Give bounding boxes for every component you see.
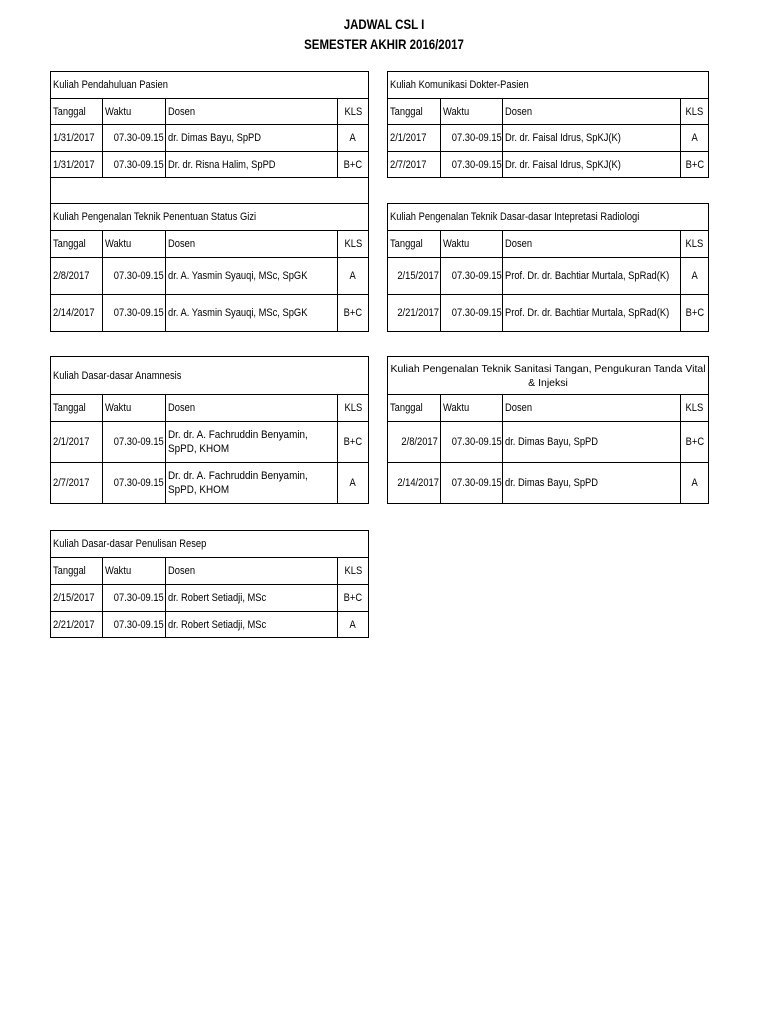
column-header-tanggal: Tanggal: [388, 99, 441, 125]
column-header-kls: KLS: [338, 99, 369, 125]
cell-dosen: dr. A. Yasmin Syauqi, MSc, SpGK: [166, 295, 338, 332]
cell-waktu: 07.30-09.15: [103, 612, 166, 638]
table-row: [51, 152, 369, 178]
column-header-kls: KLS: [681, 231, 709, 258]
cell-waktu: 07.30-09.15: [441, 422, 503, 463]
cell-tanggal: 2/14/2017: [51, 295, 103, 332]
cell-tanggal: 2/14/2017: [388, 463, 441, 504]
column-header-kls: KLS: [338, 558, 369, 585]
column-header-dosen: Dosen: [503, 99, 681, 125]
table-heading: Kuliah Komunikasi Dokter-Pasien: [388, 72, 709, 99]
column-header-tanggal: Tanggal: [388, 231, 441, 258]
cell-kls: A: [338, 258, 369, 295]
table-spacer: [50, 178, 369, 203]
column-header-tanggal: Tanggal: [388, 395, 441, 422]
table-header-row: [51, 231, 369, 258]
table-header-row: [388, 99, 709, 125]
cell-tanggal: 2/21/2017: [51, 612, 103, 638]
cell-kls: A: [681, 463, 709, 504]
column-header-waktu: Waktu: [103, 99, 166, 125]
cell-dosen: dr. Robert Setiadji, MSc: [166, 585, 338, 612]
cell-waktu: 07.30-09.15: [103, 422, 166, 463]
column-header-dosen: Dosen: [503, 395, 681, 422]
table-row: [388, 125, 709, 152]
table-row: [51, 258, 369, 295]
page-subtitle: SEMESTER AKHIR 2016/2017: [304, 36, 464, 52]
cell-tanggal: 2/8/2017: [51, 258, 103, 295]
cell-waktu: 07.30-09.15: [441, 463, 503, 504]
cell-tanggal: 2/7/2017: [51, 463, 103, 504]
column-header-tanggal: Tanggal: [51, 558, 103, 585]
column-header-dosen: Dosen: [503, 231, 681, 258]
column-header-tanggal: Tanggal: [51, 395, 103, 422]
cell-dosen: dr. A. Yasmin Syauqi, MSc, SpGK: [166, 258, 338, 295]
column-header-waktu: Waktu: [441, 395, 503, 422]
cell-waktu: 07.30-09.15: [441, 152, 503, 178]
column-header-dosen: Dosen: [166, 231, 338, 258]
schedule-table-anamnesis: [50, 356, 369, 504]
cell-tanggal: 2/1/2017: [51, 422, 103, 463]
table-header-row: [51, 558, 369, 585]
cell-dosen: Dr. dr. Faisal Idrus, SpKJ(K): [503, 125, 681, 152]
cell-dosen: dr. Dimas Bayu, SpPD: [166, 125, 338, 152]
column-header-waktu: Waktu: [103, 558, 166, 585]
cell-dosen: Dr. dr. A. Fachruddin Benyamin, SpPD, KHOM: [166, 422, 338, 463]
table-row: [51, 585, 369, 612]
cell-tanggal: 2/8/2017: [388, 422, 441, 463]
cell-waktu: 07.30-09.15: [103, 125, 166, 152]
cell-dosen: dr. Dimas Bayu, SpPD: [503, 463, 681, 504]
cell-tanggal: 2/1/2017: [388, 125, 441, 152]
cell-waktu: 07.30-09.15: [103, 152, 166, 178]
cell-kls: B+C: [338, 295, 369, 332]
cell-waktu: 07.30-09.15: [103, 463, 166, 504]
column-header-dosen: Dosen: [166, 395, 338, 422]
table-heading: Kuliah Dasar-dasar Penulisan Resep: [51, 531, 369, 558]
schedule-table-status-gizi: [50, 203, 369, 332]
table-heading: Kuliah Pendahuluan Pasien: [51, 72, 369, 99]
table-row: [388, 463, 709, 504]
column-header-dosen: Dosen: [166, 558, 338, 585]
cell-kls: A: [338, 125, 369, 152]
page-title: JADWAL CSL I: [343, 16, 425, 32]
cell-waktu: 07.30-09.15: [441, 258, 503, 295]
table-heading: Kuliah Pengenalan Teknik Dasar-dasar Intepretasi Radiologi: [388, 204, 709, 231]
column-header-dosen: Dosen: [166, 99, 338, 125]
schedule-table-penulisan-resep: [50, 530, 369, 638]
column-header-waktu: Waktu: [103, 231, 166, 258]
cell-tanggal: 2/21/2017: [388, 295, 441, 332]
cell-dosen: Dr. dr. A. Fachruddin Benyamin, SpPD, KHOM: [166, 463, 338, 504]
table-header-row: [388, 231, 709, 258]
cell-tanggal: 2/15/2017: [388, 258, 441, 295]
table-header-row: [388, 395, 709, 422]
column-header-kls: KLS: [681, 99, 709, 125]
cell-dosen: dr. Dimas Bayu, SpPD: [503, 422, 681, 463]
cell-kls: B+C: [338, 422, 369, 463]
column-header-kls: KLS: [681, 395, 709, 422]
table-header-row: [51, 99, 369, 125]
column-header-waktu: Waktu: [441, 99, 503, 125]
column-header-kls: KLS: [338, 231, 369, 258]
table-row: [51, 463, 369, 504]
table-row: [51, 125, 369, 152]
cell-tanggal: 2/15/2017: [51, 585, 103, 612]
schedule-table-pendahuluan-pasien: [50, 71, 369, 178]
column-header-tanggal: Tanggal: [51, 231, 103, 258]
cell-dosen: Dr. dr. Faisal Idrus, SpKJ(K): [503, 152, 681, 178]
table-row: [388, 295, 709, 332]
cell-kls: B+C: [681, 422, 709, 463]
table-row: [51, 295, 369, 332]
cell-tanggal: 2/7/2017: [388, 152, 441, 178]
cell-waktu: 07.30-09.15: [441, 125, 503, 152]
column-header-tanggal: Tanggal: [51, 99, 103, 125]
column-header-waktu: Waktu: [441, 231, 503, 258]
table-heading: Kuliah Dasar-dasar Anamnesis: [51, 357, 369, 395]
table-row: [388, 422, 709, 463]
cell-kls: B+C: [681, 152, 709, 178]
schedule-table-sanitasi-tangan: [387, 356, 709, 504]
table-row: [51, 422, 369, 463]
column-header-kls: KLS: [338, 395, 369, 422]
table-row: [388, 152, 709, 178]
cell-kls: A: [338, 463, 369, 504]
cell-dosen: dr. Robert Setiadji, MSc: [166, 612, 338, 638]
cell-kls: B+C: [338, 152, 369, 178]
table-header-row: [51, 395, 369, 422]
cell-waktu: 07.30-09.15: [103, 295, 166, 332]
cell-waktu: 07.30-09.15: [103, 585, 166, 612]
cell-waktu: 07.30-09.15: [441, 295, 503, 332]
table-row: [51, 612, 369, 638]
schedule-table-komunikasi-dokter-pasien: [387, 71, 709, 178]
cell-kls: B+C: [681, 295, 709, 332]
table-heading: Kuliah Pengenalan Teknik Sanitasi Tangan, Pengukuran Tanda Vital & Injeksi: [388, 357, 709, 395]
cell-kls: A: [338, 612, 369, 638]
table-heading: Kuliah Pengenalan Teknik Penentuan Status Gizi: [51, 204, 369, 231]
cell-tanggal: 1/31/2017: [51, 152, 103, 178]
cell-tanggal: 1/31/2017: [51, 125, 103, 152]
cell-dosen: Dr. dr. Risna Halim, SpPD: [166, 152, 338, 178]
schedule-table-radiologi: [387, 203, 709, 332]
cell-waktu: 07.30-09.15: [103, 258, 166, 295]
cell-kls: B+C: [338, 585, 369, 612]
cell-dosen: Prof. Dr. dr. Bachtiar Murtala, SpRad(K): [503, 258, 681, 295]
cell-kls: A: [681, 258, 709, 295]
cell-kls: A: [681, 125, 709, 152]
cell-dosen: Prof. Dr. dr. Bachtiar Murtala, SpRad(K): [503, 295, 681, 332]
column-header-waktu: Waktu: [103, 395, 166, 422]
table-row: [388, 258, 709, 295]
